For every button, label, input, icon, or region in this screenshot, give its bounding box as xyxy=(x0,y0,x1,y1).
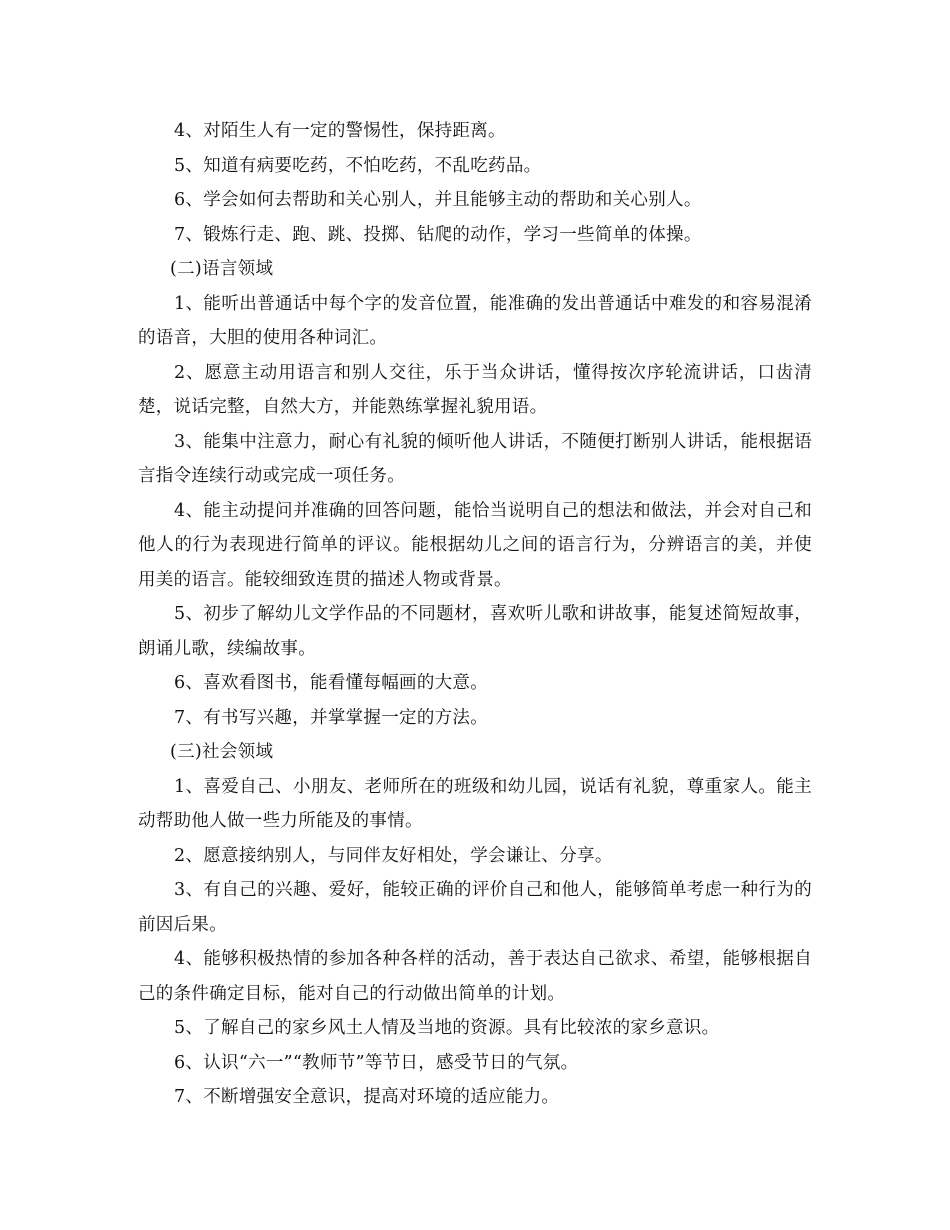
language-item-5: 5、初步了解幼儿文学作品的不同题材，喜欢听儿歌和讲故事，能复述简短故事，朗诵儿歌，续编故事。 xyxy=(138,604,812,659)
section-heading-social: (三)社会领域 xyxy=(170,742,274,762)
health-item-4: 4、对陌生人有一定的警惕性，保持距离。 xyxy=(174,121,506,141)
social-item-4: 4、能够积极热情的参加各种各样的活动，善于表达自己欲求、希望，能够根据自己的条件确定目标，能对自己的行动做出简单的计划。 xyxy=(138,949,812,1004)
social-item-7: 7、不断增强安全意识，提高对环境的适应能力。 xyxy=(174,1087,560,1107)
language-item-1: 1、能听出普通话中每个字的发音位置，能准确的发出普通话中难发的和容易混淆的语音，大胆的使用各种词汇。 xyxy=(138,293,812,348)
health-item-7: 7、锻炼行走、跑、跳、投掷、钻爬的动作，学习一些简单的体操。 xyxy=(174,224,702,245)
social-item-5: 5、了解自己的家乡风土人情及当地的资源。具有比较浓的家乡意识。 xyxy=(174,1018,720,1038)
health-item-5: 5、知道有病要吃药，不怕吃药，不乱吃药品。 xyxy=(174,155,542,176)
health-item-6: 6、学会如何去帮助和关心别人，并且能够主动的帮助和关心别人。 xyxy=(174,190,702,210)
social-item-2: 2、愿意接纳别人，与同伴友好相处，学会谦让、分享。 xyxy=(174,845,613,866)
language-item-2: 2、愿意主动用语言和别人交往，乐于当众讲话，懂得按次序轮流讲话，口齿清楚，说话完整，自然大方，并能熟练掌握礼貌用语。 xyxy=(138,362,812,417)
social-item-3: 3、有自己的兴趣、爱好，能较正确的评价自己和他人，能够简单考虑一种行为的前因后果。 xyxy=(138,880,812,935)
language-item-6: 6、喜欢看图书，能看懂每幅画的大意。 xyxy=(174,673,489,693)
social-item-6: 6、认识“六一”“教师节”等节日，感受节日的气氛。 xyxy=(174,1052,579,1073)
language-item-4: 4、能主动提问并准确的回答问题，能恰当说明自己的想法和做法，并会对自己和他人的行为表现进行简单的评议。能根据幼儿之间的语言行为，分辨语言的美，并使用美的语言。能较细致连贯的描述人物或背景。 xyxy=(138,500,812,590)
section-heading-language: (二)语言领域 xyxy=(170,259,274,279)
language-item-7: 7、有书写兴趣，并掌掌握一定的方法。 xyxy=(174,707,489,728)
language-item-3: 3、能集中注意力，耐心有礼貌的倾听他人讲话，不随便打断别人讲话，能根据语言指令连续行动或完成一项任务。 xyxy=(138,431,812,486)
social-item-1: 1、喜爱自己、小朋友、老师所在的班级和幼儿园，说话有礼貌，尊重家人。能主动帮助他人做一些力所能及的事情。 xyxy=(138,776,812,831)
